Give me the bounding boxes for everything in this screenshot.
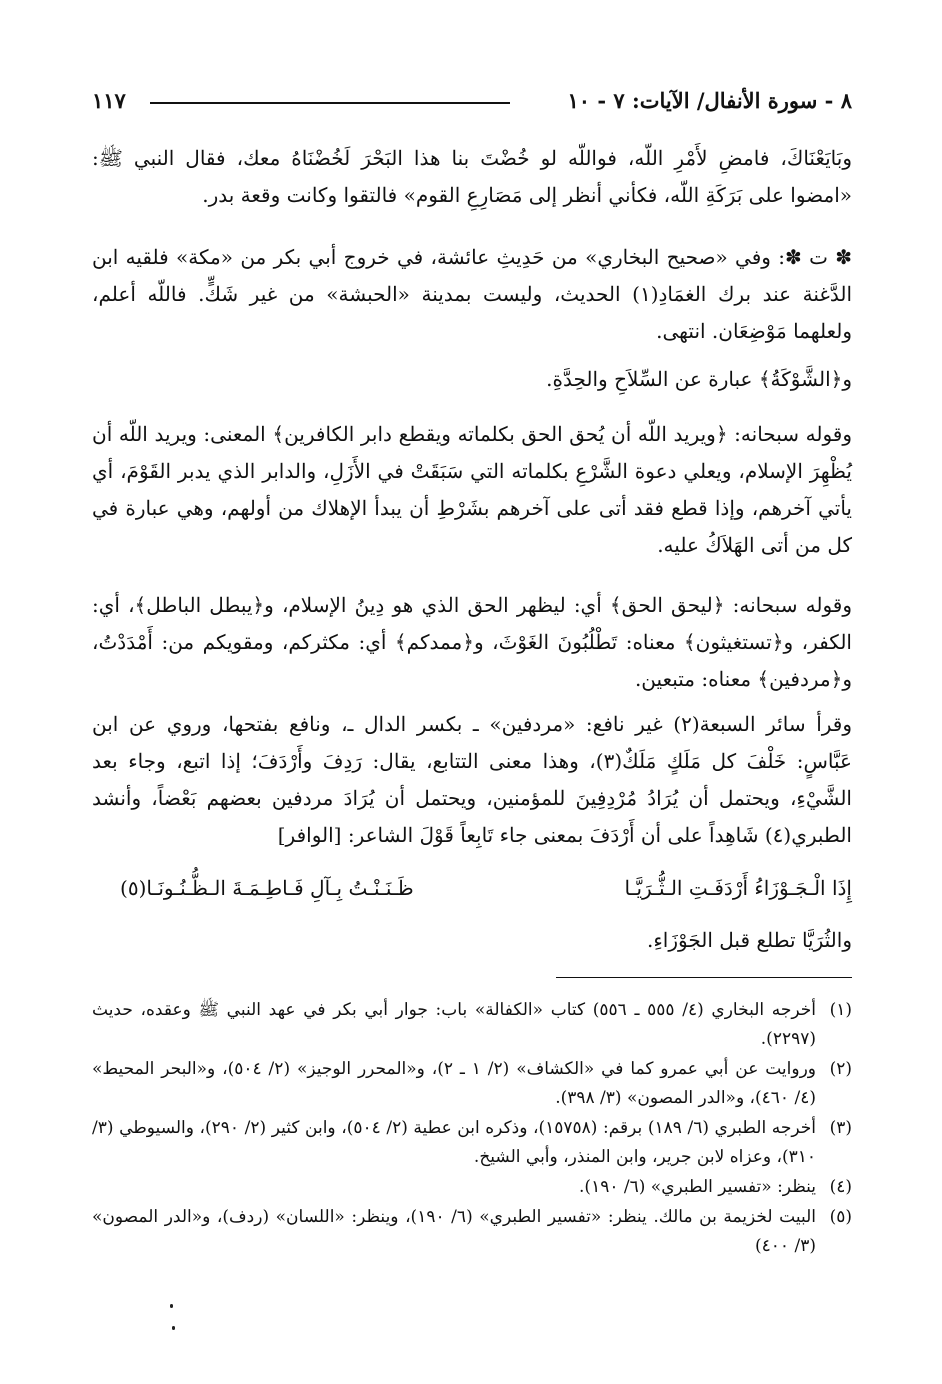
verse-second-hemistich: ظَـنَـنْـتُ بِـآلِ فَـاطِـمَـةَ الـظُّـنُـونَـا(٥): [120, 876, 414, 900]
poem-verse: [92, 876, 852, 916]
footnote-text: أخرجه الطبري (٦/ ١٨٩) برقم: (١٥٧٥٨)، وذكره ابن عطية (٢/ ٥٠٤)، وابن كثير (٢/ ٢٩٠)، والسيوطي (٣/ ٣١٠)، وعزاه لابن جرير، وابن المنذر، وأبي الشيخ.: [92, 1118, 817, 1167]
footnote-number: (٥): [829, 1207, 852, 1227]
page-header: [92, 88, 852, 122]
footnotes: [92, 996, 852, 1262]
paragraph-6: وقرأ سائر السبعة(٢) غير نافع: «مردفين» ـ بكسر الدال ـ، ونافع بفتحها، وروي عن ابن عَبَّاسٍ: خَلْفَ كل مَلَكٍ مَلَكٌ(٣)، وهذا معنى التتابع، يقال: رَدِفَ وأَرْدَفَ؛ إذا اتبع، وجاء بعد الشَّيْءِ، ويحتمل أن يُرَادُ مُرْدِفِينَ للمؤمنين، ويحتمل أن يُرَادَ مردفين بعضهم بَعْضاً، وأنشد الطبري(٤) شَاهِداً على أن أَرْدَفَ بمعنى جاء تَابِعاً قَوْلَ الشاعر: [الوافر]: [92, 712, 852, 847]
footnote: [92, 1173, 852, 1202]
paragraph-3: و﴿الشَّوْكَةُ﴾ عبارة عن السِّلاَحِ والحِدَّةِ.: [546, 367, 852, 391]
footnote-number: (٢): [829, 1059, 852, 1079]
footnote: [92, 996, 852, 1054]
paragraph-5: وقوله سبحانه: ﴿ليحق الحق﴾ أي: ليظهر الحق الذي هو دِينُ الإسلام، و﴿يبطل الباطل﴾، أي: الكفر، و﴿تستغيثون﴾ معناه: تَطْلُبُونَ الغَوْثَ، و﴿ممدكم﴾ أي: مكثركم، ومقويكم من: أَمْدَدْتُ، و﴿مردفين﴾ معناه: متبعين.: [92, 593, 852, 691]
footnote-number: (١): [829, 1000, 852, 1020]
verse-first-hemistich: إِذَا الْـجَـوْزَاءُ أَرْدَفَـتِ الـثُّـرَيَّـا: [624, 876, 852, 900]
scan-speck: [170, 1304, 173, 1308]
footnote-number: (٣): [829, 1118, 852, 1138]
header-title: ٨ - سورة الأنفال/ الآيات: ٧ - ١٠: [567, 88, 852, 113]
header-rule: [150, 102, 510, 104]
footnote-number: (٤): [829, 1177, 852, 1197]
paragraph-1: وبَايَعْنَاكَ، فامضِ لأَمْرِ اللّه، فواللّه لو خُضْتَ بنا هذا البَحْرَ لَخُضْنَاهُ معك، فقال النبي ﷺ: «امضوا على بَرَكَةِ اللّه، فكأني أنظر إلى مَصَارِعِ القوم» فالتقوا وكانت وقعة بدر.: [92, 146, 852, 207]
footnote-text: أخرجه البخاري (٤/ ٥٥٥ ـ ٥٥٦) كتاب «الكفالة» باب: جوار أبي بكر في عهد النبي ﷺ وعقده، حديث (٢٢٩٧).: [92, 1000, 816, 1049]
footnote: [92, 1055, 852, 1113]
paragraph-4: وقوله سبحانه: ﴿ويريد اللّه أن يُحق الحق بكلماته ويقطع دابر الكافرين﴾ المعنى: ويريد اللّه أن يُظْهِرَ الإسلام، ويعلي دعوة الشَّرْعِ بكلماته التي سَبَقَتْ في الأَزَلِ، والدابر الذي يدبر القَوْمَ، أي يأتي آخرهم، وإذا قطع فقد أتى على آخرهم بشَرْطِ أن يبدأ الإهلاك من أولهم، وهي عبارة في كل من أتى الهَلاَكُ عليه.: [92, 422, 852, 557]
paragraph-2: ✽ ت ✽: وفي «صحيح البخاري» من حَدِيثِ عائشة، في خروج أبي بكر من «مكة» فلقيه ابن الدَّغنة عند برك الغمَادِ(١) الحديث، وليست بمدينة «الحبشة» من غير شَكٍّ. فاللّه أعلم، ولعلهما مَوْضِعَان. انتهى.: [92, 245, 853, 343]
paragraph-7: والثُرَيَّا تطلع قبل الجَوْزَاءِ.: [647, 928, 852, 952]
footnote: [92, 1203, 852, 1261]
footnote-text: البيت لخزيمة بن مالك. ينظر: «تفسير الطبري» (٦/ ١٩٠)، وينظر: «اللسان» (ردف)، و«الدر المصون» (٣/ ٤٠٠): [92, 1207, 816, 1256]
footnote-text: ينظر: «تفسير الطبري» (٦/ ١٩٠).: [579, 1177, 816, 1197]
scan-speck: [172, 1326, 175, 1330]
footnote-text: وروايت عن أبي عمرو كما في «الكشاف» (٢/ ١ ـ ٢)، و«المحرر الوجيز» (٢/ ٥٠٤)، و«البحر المحيط» (٤/ ٤٦٠)، و«الدر المصون» (٣/ ٣٩٨).: [92, 1059, 817, 1108]
page-number: ١١٧: [92, 88, 126, 113]
footnote: [92, 1114, 852, 1172]
footnote-separator: [556, 977, 852, 978]
